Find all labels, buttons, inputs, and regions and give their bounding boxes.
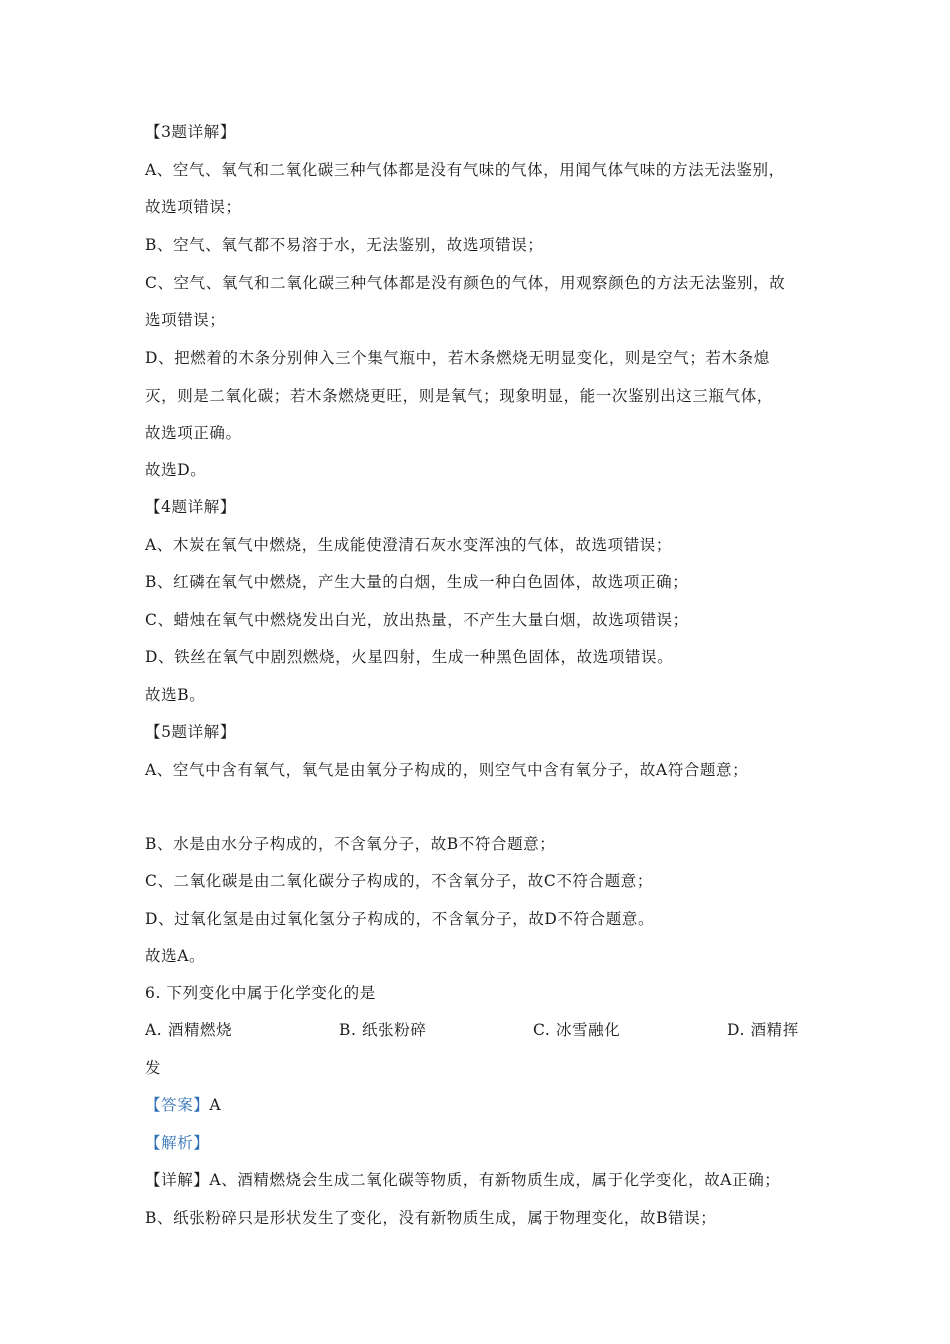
q6-option-d-wrap: 发: [145, 1059, 162, 1077]
q3-option-d-line2: 灭，则是二氧化碳；若木条燃烧更旺，则是氧气；现象明显，能一次鉴别出这三瓶气体，: [145, 387, 773, 405]
answer-tag: 【答案】: [145, 1096, 210, 1114]
q5-choice: 故选A。: [145, 947, 206, 965]
q3-option-c-line1: C、空气、氧气和二氧化碳三种气体都是没有颜色的气体，用观察颜色的方法无法鉴别，故: [145, 274, 786, 292]
q5-option-b: B、水是由水分子构成的，不含氧分子，故B不符合题意；: [145, 835, 556, 853]
detail-tag: 【详解】: [145, 1171, 210, 1189]
q6-option-d: D. 酒精挥: [727, 1021, 799, 1039]
q4-heading: 【4题详解】: [145, 498, 236, 516]
q3-option-a-line2: 故选项错误；: [145, 198, 242, 216]
q6-detail-a: [145, 1170, 780, 1190]
q4-option-a: A、木炭在氧气中燃烧，生成能使澄清石灰水变浑浊的气体，故选项错误；: [145, 536, 672, 554]
q4-option-d: D、铁丝在氧气中剧烈燃烧，火星四射，生成一种黑色固体，故选项错误。: [145, 648, 674, 666]
q5-option-c: C、二氧化碳是由二氧化碳分子构成的，不含氧分子，故C不符合题意；: [145, 872, 653, 890]
q6-option-a: A. 酒精燃烧: [145, 1021, 233, 1039]
q6-detail-b: B、纸张粉碎只是形状发生了变化，没有新物质生成，属于物理变化，故B错误；: [145, 1209, 717, 1227]
q6-analysis-tag: 【解析】: [145, 1134, 210, 1152]
q5-heading: 【5题详解】: [145, 723, 236, 741]
q3-option-d-line1: D、把燃着的木条分别伸入三个集气瓶中，若木条燃烧无明显变化，则是空气；若木条熄: [145, 349, 770, 367]
q4-choice: 故选B。: [145, 686, 206, 704]
q3-heading: 【3题详解】: [145, 123, 236, 141]
answer-value: A: [209, 1096, 222, 1114]
detail-a-text: A、酒精燃烧会生成二氧化碳等物质，有新物质生成，属于化学变化，故A正确；: [209, 1171, 781, 1189]
q3-choice: 故选D。: [145, 461, 207, 479]
q4-option-b: B、红磷在氧气中燃烧，产生大量的白烟，生成一种白色固体，故选项正确；: [145, 573, 689, 591]
q3-option-c-line2: 选项错误；: [145, 311, 226, 329]
q4-option-c: C、蜡烛在氧气中燃烧发出白光，放出热量，不产生大量白烟，故选项错误；: [145, 611, 689, 629]
q6-option-c: C. 冰雪融化: [533, 1021, 621, 1039]
q3-option-a-line1: A、空气、氧气和二氧化碳三种气体都是没有气味的气体，用闻气体气味的方法无法鉴别，: [145, 161, 785, 179]
q5-option-d: D、过氧化氢是由过氧化氢分子构成的，不含氧分子，故D不符合题意。: [145, 910, 655, 928]
q6-option-b: B. 纸张粉碎: [339, 1021, 427, 1039]
q6-stem: 6. 下列变化中属于化学变化的是: [145, 984, 376, 1002]
q6-answer: [145, 1095, 221, 1115]
q5-option-a: A、空气中含有氧气，氧气是由氧分子构成的，则空气中含有氧分子，故A符合题意；: [145, 761, 749, 779]
q3-option-d-line3: 故选项正确。: [145, 424, 242, 442]
q3-option-b: B、空气、氧气都不易溶于水，无法鉴别，故选项错误；: [145, 236, 544, 254]
